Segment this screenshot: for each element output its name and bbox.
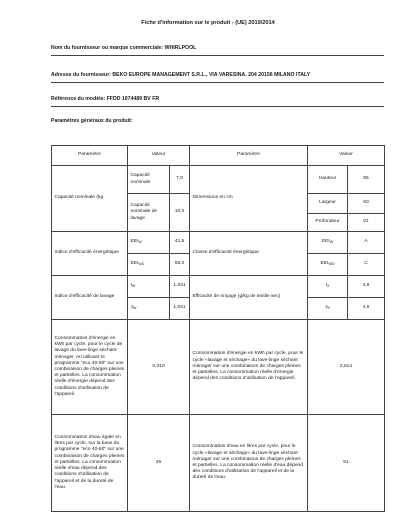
model-reference: Référence du modèle: FFDD 1074489 BV FR [51,96,160,102]
header-parameter: Paramètre [52,146,128,166]
energy-class-label: Classe d'efficacité énergétique [190,232,308,276]
iw-symbol: $I_W$ [128,276,170,298]
wash-dry-water-value: 51 [308,415,385,512]
class-w-value: A [348,232,385,254]
table-header-row [52,146,385,166]
height-label: Hauteur [308,166,348,194]
dimensions-label: Dimensions en cm [190,166,308,232]
class-w-symbol: $EEI_W$ [308,232,348,254]
eei-wd-value: 55,0 [170,254,190,276]
jw-value: 1,031 [170,298,190,320]
table-row [52,320,385,415]
rinsing-efficiency-label: Efficacité de rinçage (g/kg de textile sec) [190,276,308,320]
jx-value: 4,9 [348,298,385,320]
wash-dry-water-label: Consommation d'eau en litres par cycle, pour le cycle «lavage et séchage» du lave-linge séchant ménager sur une combinaison de charges pleines et partielles. La consommation réelle d'eau dépend des conditions d'utilisation de l'appareil et de la dureté de l'eau. [190,415,308,512]
washing-energy-label: Consommation d'énergie en kWh par cycle, pour le cycle de lavage du lave-linge séchant ménager, en utilisant le programme "eco 40-60" sur une combinaison de charges pleines et partielles. La consommation réelle d'énergie dépend des conditions d'utilisation de l'appareil. [52,320,128,415]
jx-symbol: $J_X$ [308,298,348,320]
header-value: Valeur [128,146,190,166]
table-row [52,276,385,298]
jw-symbol: $J_W$ [128,298,170,320]
ix-symbol: $I_X$ [308,276,348,298]
document-title: Fiche d'information sur le produit - (UE) 2019/2014 [141,20,275,26]
general-parameters-heading: Paramètres généraux du produit: [51,118,133,124]
iw-value: 1,031 [170,276,190,298]
header-parameter: Paramètre [190,146,308,166]
divider [51,82,384,83]
washing-water-label: Consommation d'eau égale en litres par cycle, sur la base du programme "eco 40-60" sur une combinaison de charges pleines et partielles. La consommation réelle d'eau dépend des conditions d'utilisation de l'appareil et de la dureté de l'eau. [52,415,128,512]
depth-label: Profondeur [308,214,348,232]
width-label: Largeur [308,194,348,214]
washing-energy-value: 0,410 [128,320,190,415]
parameters-table [51,145,385,512]
table-row [52,166,385,194]
wash-dry-energy-value: 2,814 [308,320,385,415]
energy-efficiency-index-label: Indice d'efficacité énergétique [52,232,128,276]
supplier-name: Nom du fournisseur ou marque commerciale: WHIRLPOOL [51,45,197,51]
drying-capacity-label: Capacité nominale de lavage [128,194,170,232]
washing-efficiency-label: Indice d'efficacité de lavage [52,276,128,320]
eei-wd-symbol: $EEI_{WD}$ [128,254,170,276]
divider [51,55,384,56]
depth-value: 61 [348,214,385,232]
washing-capacity-label: Capacité nominale [128,166,170,194]
washing-water-value: 45 [128,415,190,512]
class-wd-symbol: $EEI_{WD}$ [308,254,348,276]
drying-capacity-value: 10,0 [170,194,190,232]
class-wd-value: C [348,254,385,276]
eei-w-symbol: $EEI_W$ [128,232,170,254]
washing-capacity-value: 7,0 [170,166,190,194]
header-value: Valeur [308,146,385,166]
width-value: 60 [348,194,385,214]
ix-value: 4,9 [348,276,385,298]
capacity-label: Capacité nominale (kg [52,166,128,232]
wash-dry-energy-label: Consommation d'énergie en kWh par cycle, pour le cycle «lavage et séchage» du lave-linge séchant ménager sur une combinaison de charges pleines et partielles. La consommation réelle d'énergie dépend des conditions d'utilisation de l'appareil. [190,320,308,415]
supplier-address: Adresse du fournisseur: BEKO EUROPE MANAGEMENT S.R.L., VIA VARESINA, 204 20156 MILANO ITALY [51,72,311,78]
eei-w-value: 41,5 [170,232,190,254]
height-value: 85 [348,166,385,194]
table-row [52,232,385,254]
table-row [52,415,385,512]
divider [51,106,384,107]
